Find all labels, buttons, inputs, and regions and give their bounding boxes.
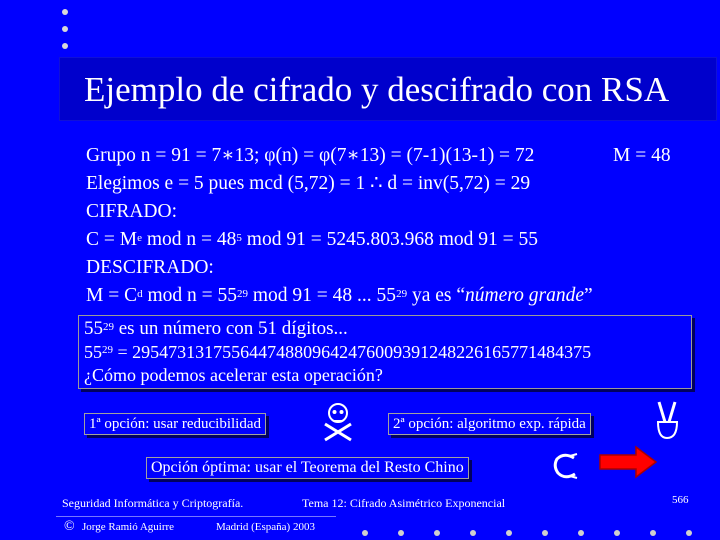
message-text: M = 48 xyxy=(613,145,671,166)
text: es un número con 51 dígitos... xyxy=(114,318,348,339)
text: M = C xyxy=(86,285,138,306)
footer-dot xyxy=(506,530,512,536)
sup: 29 xyxy=(102,344,113,356)
sup: e xyxy=(137,232,142,244)
box-line-3: ¿Cómo podemos acelerar esta operación? xyxy=(84,365,383,385)
footer-dot xyxy=(578,530,584,536)
footer-dot xyxy=(470,530,476,536)
sup: 29 xyxy=(237,288,249,300)
copyright-icon: © xyxy=(64,519,75,534)
line-group xyxy=(86,145,534,167)
bullet-dot xyxy=(62,43,68,49)
bullet-dot xyxy=(62,26,68,32)
hand-c-icon xyxy=(550,450,580,482)
text: mod 91 = 5245.803.968 mod 91 = 55 xyxy=(241,229,538,250)
text: 55 xyxy=(84,318,103,339)
footer-dot xyxy=(614,530,620,536)
skull-crossbones-icon xyxy=(321,402,355,442)
box-line-2 xyxy=(84,342,591,362)
footer-dot xyxy=(686,530,692,536)
text: mod 91 = 48 ... 55 xyxy=(248,285,397,306)
option-2-box: 2ª opción: algoritmo exp. rápida xyxy=(388,413,591,435)
footer-divider xyxy=(56,516,336,517)
page-number: 566 xyxy=(672,494,689,506)
text: ya es “ xyxy=(407,285,465,306)
text: mod n = 48 xyxy=(141,229,237,250)
sup: 5 xyxy=(236,232,242,244)
group-text: Grupo n = 91 = 7∗13; φ(n) = φ(7∗13) = (7-1)(13-1) = 72 xyxy=(86,145,535,166)
footer-course: Seguridad Informática y Criptografía. xyxy=(62,496,244,510)
message-value xyxy=(613,145,671,167)
italic-text: número grande xyxy=(465,285,584,306)
victory-hand-icon xyxy=(650,400,684,440)
box-line-1 xyxy=(84,319,348,339)
option-1-box: 1ª opción: usar reducibilidad xyxy=(84,413,266,435)
text: 55 xyxy=(84,342,102,362)
sup: 29 xyxy=(103,321,114,333)
text: mod n = 55 xyxy=(142,285,238,306)
footer-dot xyxy=(434,530,440,536)
slide-title: Ejemplo de cifrado y descifrado con RSA xyxy=(84,70,670,109)
text: C = M xyxy=(86,229,138,250)
right-arrow-icon xyxy=(598,445,658,479)
footer-place: Madrid (España) 2003 xyxy=(216,521,315,533)
bullet-dot xyxy=(62,9,68,15)
line-descifrado xyxy=(86,285,593,307)
sup: 29 xyxy=(396,288,408,300)
text: ” xyxy=(583,285,593,306)
footer-author: Jorge Ramió Aguirre xyxy=(82,521,175,533)
sup: d xyxy=(137,288,143,300)
footer-dot xyxy=(398,530,404,536)
option-optimal-box: Opción óptima: usar el Teorema del Resto Chino xyxy=(146,457,469,479)
text: = 295473131755644748809642476009391248226165771484375 xyxy=(113,342,592,362)
footer-dot xyxy=(542,530,548,536)
footer-topic: Tema 12: Cifrado Asimétrico Exponencial xyxy=(302,496,506,510)
footer-dot xyxy=(362,530,368,536)
line-cifrado xyxy=(86,229,538,251)
line-cifrado-label: CIFRADO: xyxy=(86,201,178,222)
footer-dot xyxy=(650,530,656,536)
line-descifrado-label: DESCIFRADO: xyxy=(86,257,214,278)
line-elegimos: Elegimos e = 5 pues mcd (5,72) = 1 ∴ d = inv(5,72) = 29 xyxy=(86,173,531,194)
